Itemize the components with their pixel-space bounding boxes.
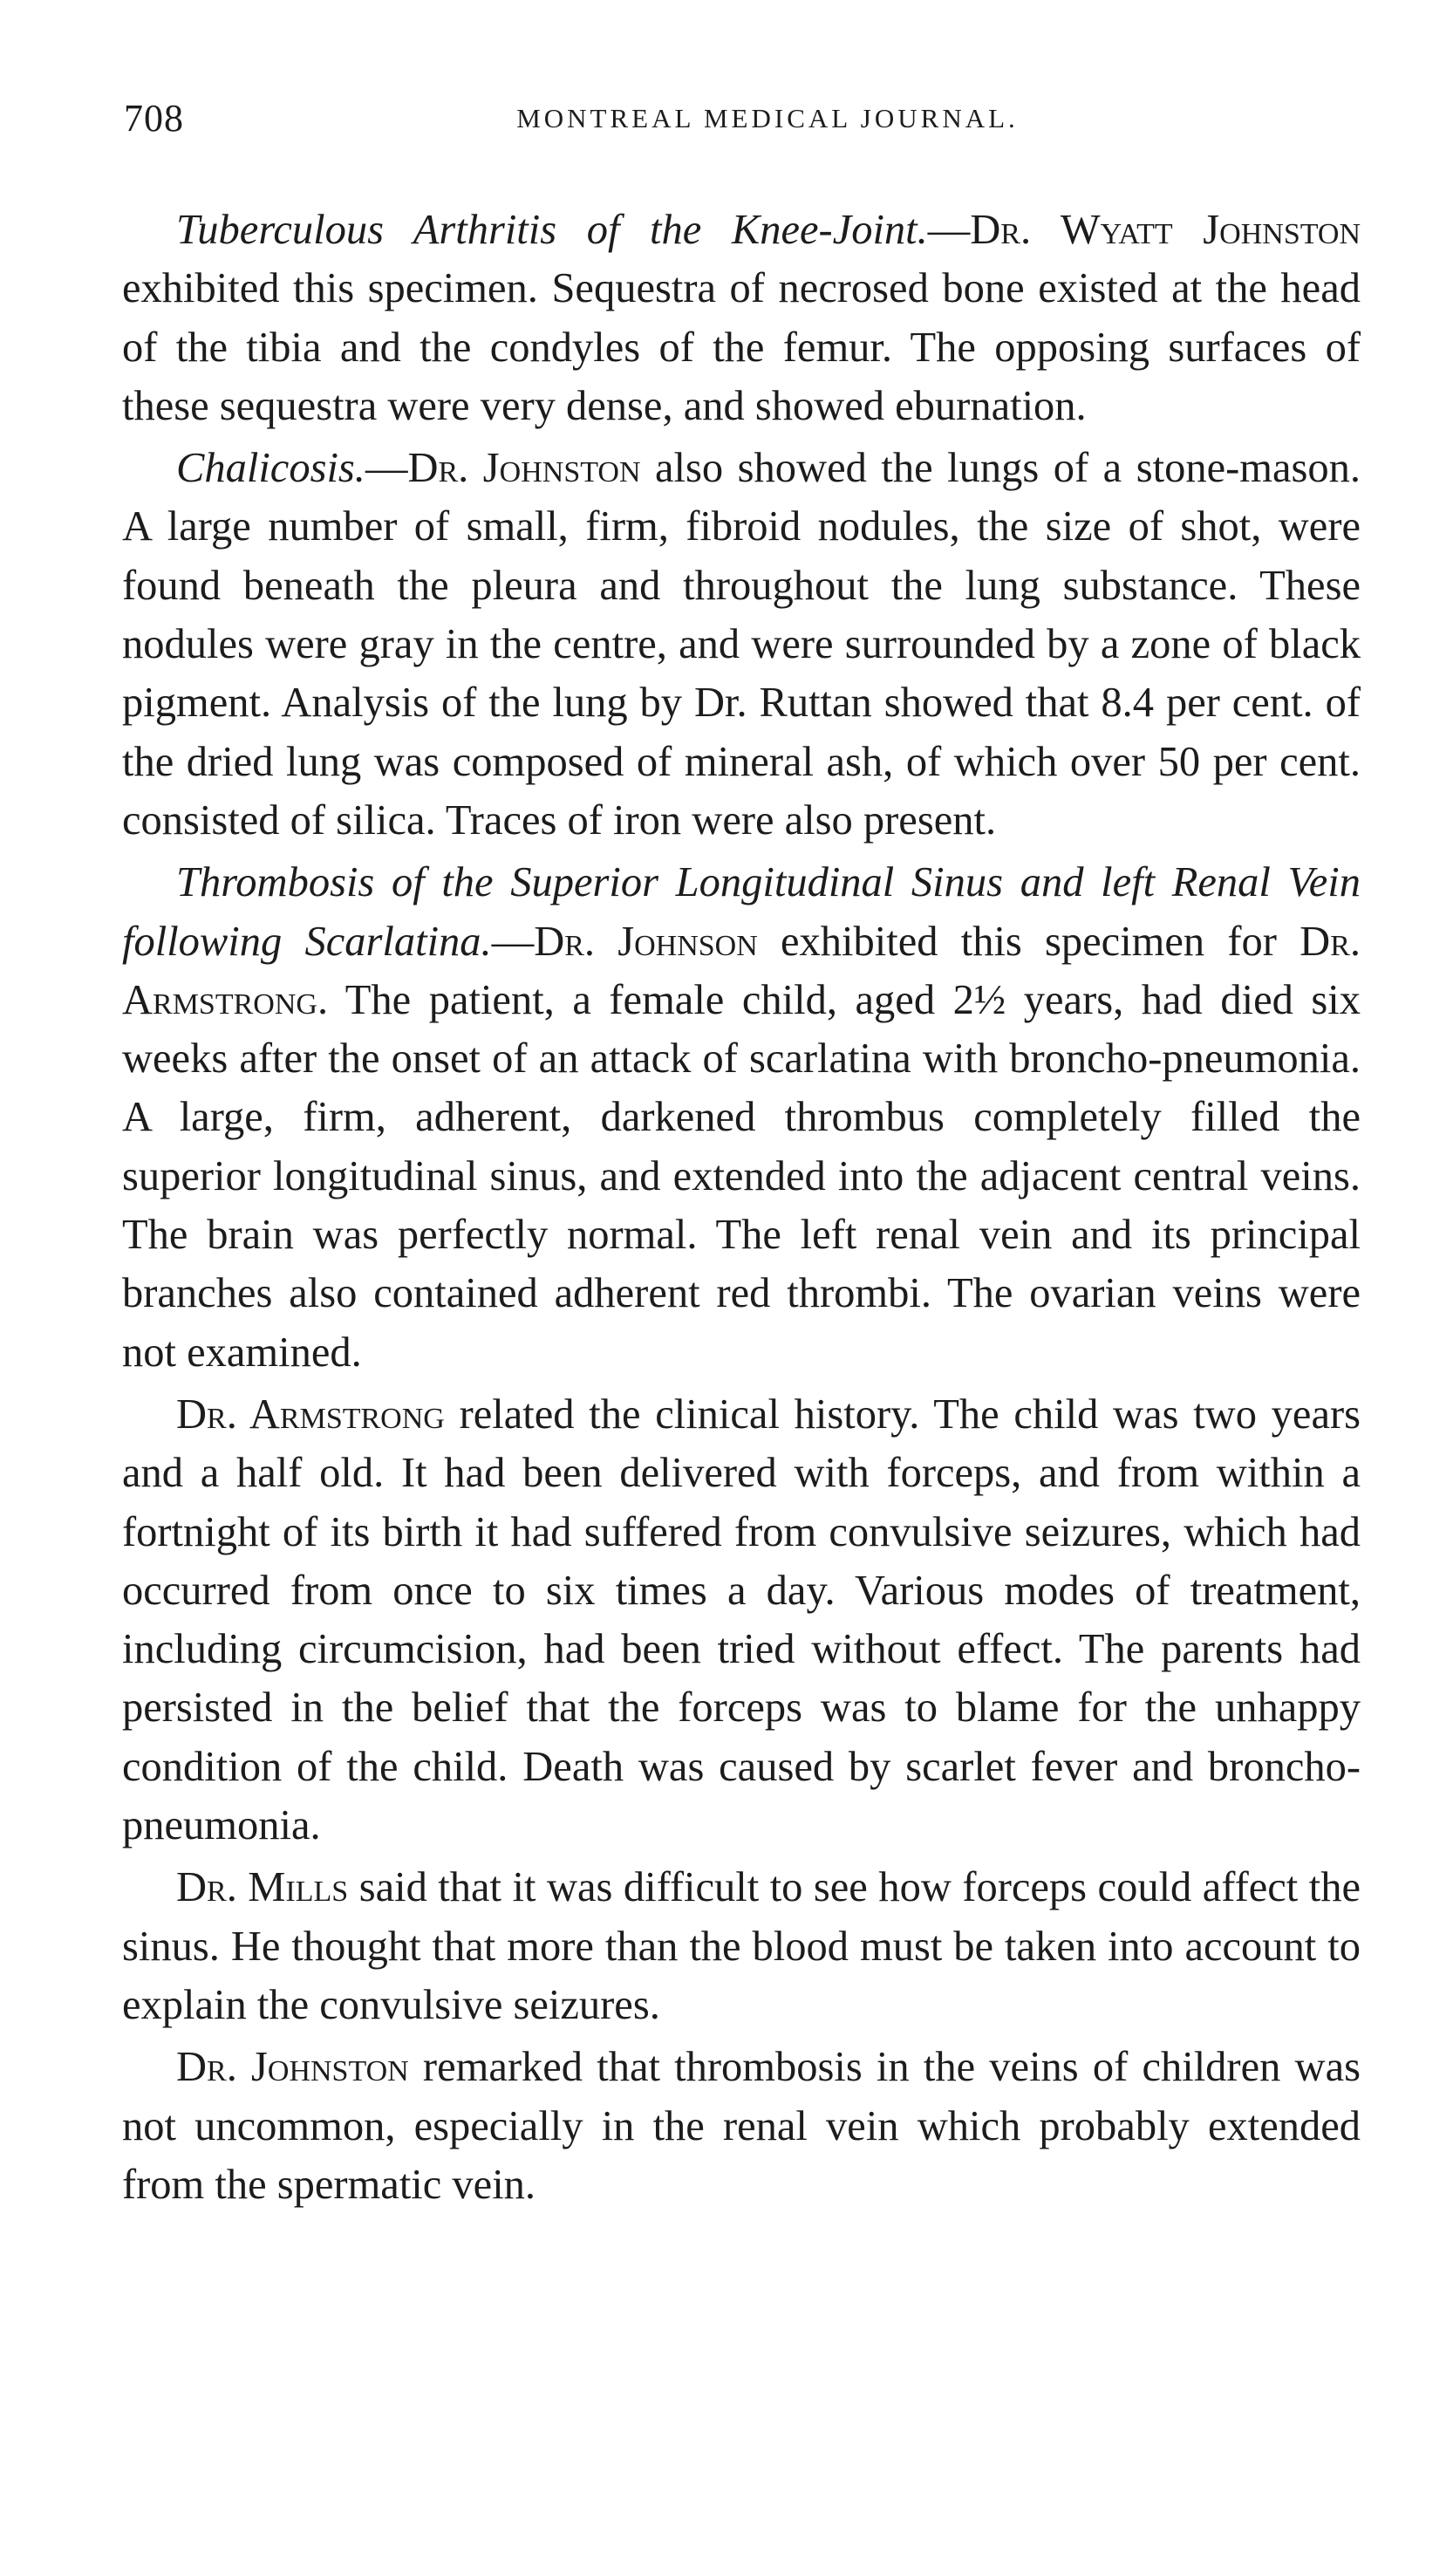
paragraph-armstrong-history xyxy=(122,1385,1361,1855)
title-dash: — xyxy=(927,207,971,253)
paragraph-thrombosis xyxy=(122,853,1361,1382)
speaker-name: Dr. Johnston xyxy=(407,445,641,492)
journal-title: MONTREAL MEDICAL JOURNAL. xyxy=(516,103,1019,133)
paragraph-johnston-remark xyxy=(122,2038,1361,2214)
specimen-title: Tuberculous Arthritis of the Knee-Joint. xyxy=(176,207,928,253)
speaker-name: Dr. Wyatt Johnston xyxy=(970,207,1361,253)
paragraph-text: also showed the lungs of a stone-mason. A large number of small, firm, fibroid nodules, the size of shot, were found beneath the pleura and throughout the lung substance. These nodules were gray in the centre, and were surrounded by a zone of black pigment. Analysis of the lung by Dr. Ruttan showed that 8.4 per cent. of the dried lung was composed of mineral ash, of which over 50 per cent. consisted of silica. Traces of iron were also present. xyxy=(122,445,1361,844)
speaker-name: Dr. Johnston xyxy=(176,2044,409,2091)
page-number: 708 xyxy=(124,97,184,140)
article-body xyxy=(122,201,1361,2214)
running-head xyxy=(122,96,1361,157)
paragraph-tuberculous-arthritis xyxy=(122,201,1361,435)
speaker-name: Dr. Mills xyxy=(176,1864,349,1911)
paragraph-mills-remark xyxy=(122,1858,1361,2034)
speaker-name: Dr. Armstrong xyxy=(176,1390,445,1438)
paragraph-text: exhibited this specimen. Sequestra of necrosed bone existed at the head of the tibia and the condyles of the femur. The opposing surfaces of these sequestra were very dense, and showed eburnation. xyxy=(122,265,1361,429)
speaker-name: Dr. Armstrong xyxy=(122,918,1361,1023)
paragraph-text: related the clinical history. The child was two years and a half old. It had been delivered with forceps, and from within a fortnight of its birth it had suffered from convulsive seizures, which had occurred from once to six times a day. Various modes of treatment, including circumcision, had been tried without effect. The parents had persisted in the belief that the forceps was to blame for the unhappy condition of the child. Death was caused by scarlet fever and broncho-pneumonia. xyxy=(122,1390,1361,1849)
speaker-name: Dr. Johnson xyxy=(534,918,758,965)
title-dash: — xyxy=(365,445,408,492)
paragraph-text: said that it was difficult to see how forceps could affect the sinus. He thought that more than the blood must be taken into account to explain the convulsive seizures. xyxy=(122,1864,1361,2028)
paragraph-text: remarked that thrombosis in the veins of children was not uncommon, especially in the renal vein which probably extended from the spermatic vein. xyxy=(122,2044,1361,2208)
paragraph-text: . The patient, a female child, aged 2½ years, had died six weeks after the onset of an attack of scarlatina with broncho-pneumonia. A large, firm, adherent, darkened thrombus completely filled the superior longitudinal sinus, and extended into the adjacent central veins. The brain was perfectly normal. The left renal vein and its principal branches also contained adherent red thrombi. The ovarian veins were not examined. xyxy=(122,976,1361,1376)
specimen-title: Thrombosis of the Superior Longitudinal Sinus and left Renal Vein following Scarlatina. xyxy=(122,859,1361,965)
paragraph-text-lead: exhibited this specimen for xyxy=(757,918,1300,965)
paragraph-chalicosis xyxy=(122,439,1361,850)
specimen-title: Chalicosis. xyxy=(176,445,365,492)
journal-page xyxy=(122,96,1361,2521)
title-dash: — xyxy=(491,918,535,965)
